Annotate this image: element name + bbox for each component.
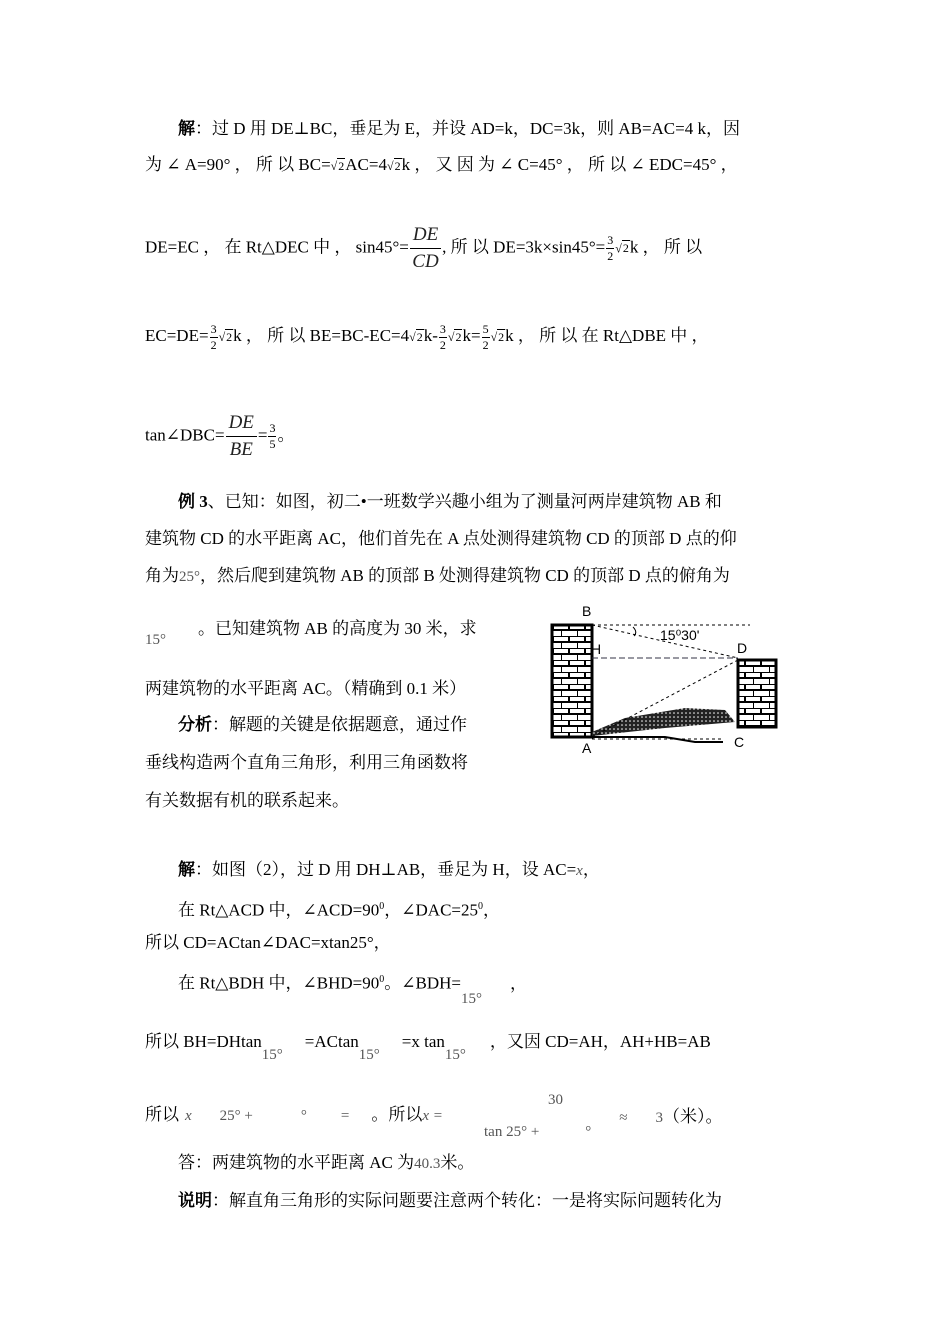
ex3-label: 例 3: [178, 492, 208, 511]
fraction-5-2: $\frac{5}{2}$: [482, 321, 489, 352]
fraction-3-5: $\frac{3}{5}$: [269, 421, 276, 451]
sol1-line4: EC=DE= $\frac{3}{2}$ √2k ， 所 以 BE=BC-EC=4√2k- $\frac{3}{2}$ √2k= $\frac{5}{2}$ √2k ， 所 以 在 Rt△DBE 中 ，: [145, 321, 709, 352]
ex3-line1: 例 3、已知：如图，初二•一班数学兴趣小组为了测量河两岸建筑物 AB 和: [178, 492, 722, 511]
sqrt2-symbol: √2: [490, 330, 505, 344]
sol1-line1: 解：过 D 用 DE⊥BC，垂足为 E，并设 AD=k，DC=3k，则 AB=AC=4 k，因: [178, 119, 740, 138]
sol2-label: 解: [178, 860, 195, 879]
sqrt2-symbol: √2: [330, 159, 345, 173]
label-b: B: [582, 603, 592, 619]
ex3-analysis-3: 有关数据有机的联系起来。: [145, 791, 349, 810]
label-c: C: [734, 734, 745, 750]
sqrt2-symbol: √2: [386, 159, 401, 173]
building-cd: [738, 660, 776, 727]
sol1-line2: 为 ∠ A=90° ， 所 以 BC=√2AC=4√2k ， 又 因 为 ∠ C=45° ， 所 以 ∠ EDC=45° ，: [145, 155, 738, 174]
sol2-line2: 在 Rt△ACD 中，$\angle ACD=90^0$，$\angle DAC=25^0$，: [178, 900, 500, 920]
ex3-analysis-1: 分析：解题的关键是依据题意，通过作: [178, 715, 467, 734]
label-h: H: [591, 641, 602, 657]
sol1-label: 解: [178, 119, 195, 138]
analysis-label: 分析: [178, 715, 212, 734]
sol2-note: 说明：解直角三角形的实际问题要注意两个转化：一是将实际问题转化为: [178, 1191, 722, 1210]
fraction-3-2: $\frac{3}{2}$: [210, 321, 217, 352]
label-d: D: [737, 640, 748, 656]
sol2-line1: 解：如图（2），过 D 用 DH⊥AB，垂足为 H，设 AC=x，: [178, 860, 600, 879]
fraction-de-cd: $\frac{DE}{CD}$: [410, 222, 441, 275]
label-a: A: [582, 740, 592, 756]
fraction-3-2: $\frac{3}{2}$: [607, 233, 614, 263]
river-bank: [592, 708, 735, 736]
sqrt2-symbol: √2: [615, 241, 629, 256]
sol1-line3: DE=EC ， 在 Rt△DEC 中 ， sin45°= $\frac{DE}{CD}$ , 所 以 DE=3k×sin45°= $\frac{3}{2}$ √2k ， 所 以: [145, 222, 702, 275]
sqrt2-symbol: √2: [447, 330, 462, 344]
ex3-line2: 建筑物 CD 的水平距离 AC，他们首先在 A 点处测得建筑物 CD 的顶部 D 点的仰: [145, 529, 737, 548]
fraction-de-be: $\frac{DE}{BE}$: [226, 410, 257, 463]
ex3-line5: 两建筑物的水平距离 AC。（精确到 0.1 米）: [145, 679, 467, 698]
ex3-line3: 角为25°，然后爬到建筑物 AB 的顶部 B 处测得建筑物 CD 的顶部 D 点的俯角为: [145, 566, 730, 585]
note-label: 说明: [178, 1191, 212, 1210]
sqrt2-symbol: √2: [409, 330, 423, 344]
sol2-line6-fraction-den: tan 25° + °≈ 3（米）。: [484, 1107, 723, 1140]
sol2-line6: 所以 x 25° + ° = 。所以x =: [145, 1105, 443, 1124]
fraction-3-2: $\frac{3}{2}$: [439, 321, 446, 352]
sol2-line6-fraction-num: 30: [548, 1092, 563, 1108]
building-ab: [552, 625, 592, 737]
sol2-line4: 在 Rt△BDH 中，$\angle BHD=90^0$。∠BDH=15°，: [178, 973, 527, 1007]
sol2-answer: 答：两建筑物的水平距离 AC 为40.3米。: [178, 1153, 475, 1172]
angle-label: 15⁰30': [660, 627, 700, 643]
sol2-line3: 所以 CD=ACtan∠DAC=xtan25°，: [145, 933, 391, 952]
sol1-line5: tan∠DBC= $\frac{DE}{BE}$ = $\frac{3}{5}$ 。: [145, 410, 294, 463]
ex3-line4: 15°。已知建筑物 AB 的高度为 30 米，求: [145, 619, 477, 648]
sol2-line5: 所以 BH=DHtan15°=ACtan15°=x tan15°，又因 CD=AH，AH+HB=AB: [145, 1032, 711, 1063]
building-diagram: [545, 600, 795, 760]
sqrt2-symbol: √2: [218, 330, 233, 344]
ex3-analysis-2: 垂线构造两个直角三角形，利用三角函数将: [145, 753, 468, 772]
